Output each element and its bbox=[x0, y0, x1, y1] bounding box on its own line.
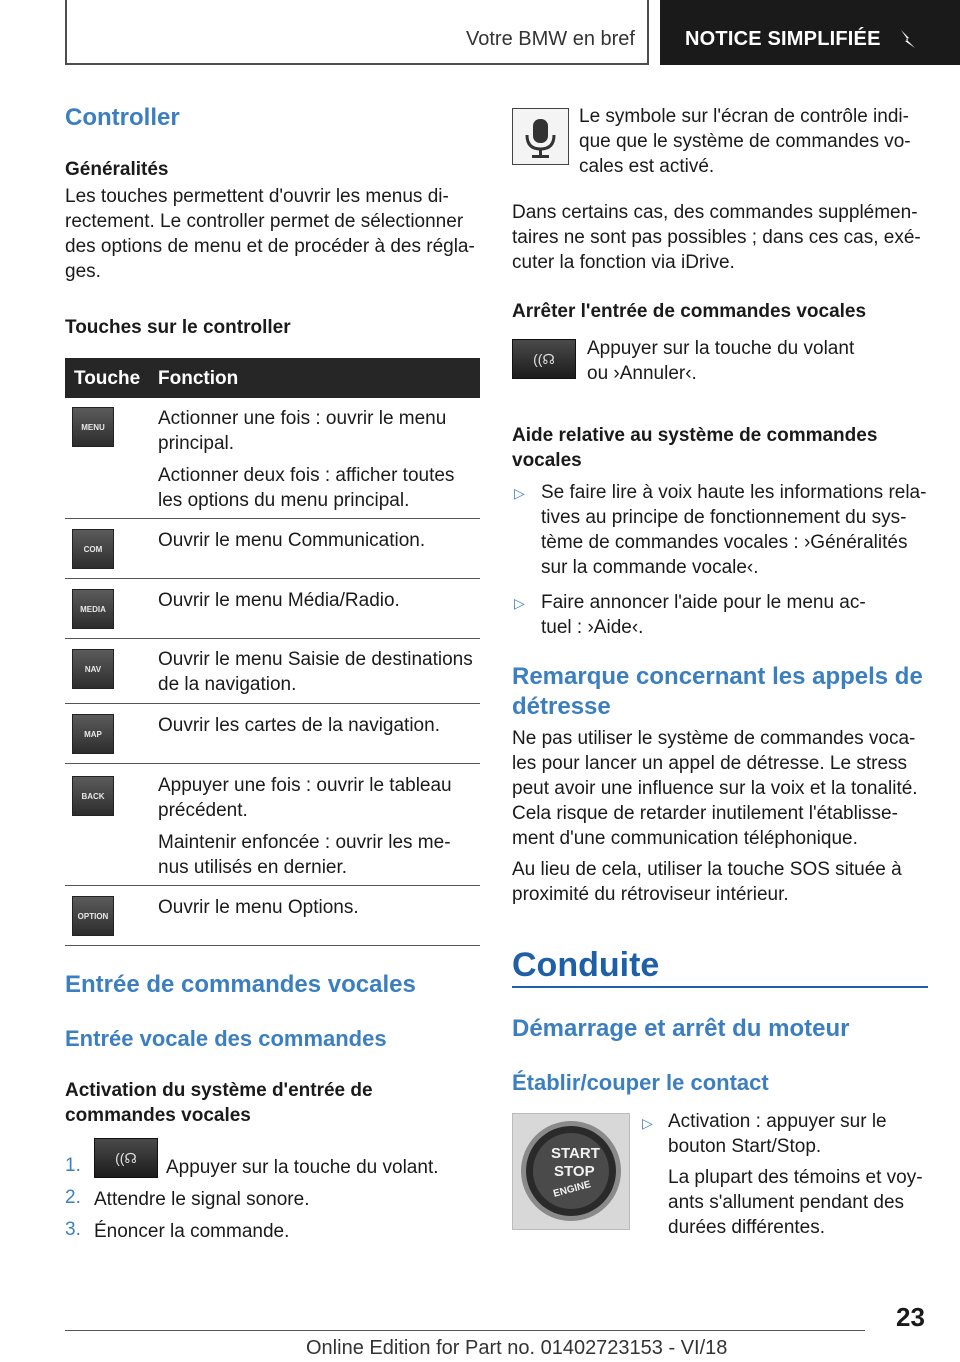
menu-key-icon: MENU bbox=[72, 407, 114, 447]
activation-heading: Activation du système d'entrée de commandes vocales bbox=[65, 1080, 373, 1126]
lightning-icon bbox=[897, 28, 919, 50]
header-rule bbox=[65, 63, 649, 65]
keys-heading: Touches sur le controller bbox=[65, 317, 291, 338]
bullet-triangle-icon: ▷ bbox=[642, 1115, 653, 1131]
voice-command-button-icon: ((☊ bbox=[94, 1138, 158, 1178]
help-heading: Aide relative au système de commandes vocales bbox=[512, 425, 878, 471]
start-label: START bbox=[551, 1145, 600, 1162]
table-header bbox=[65, 358, 480, 398]
stop-heading: Arrêter l'entrée de commandes vocales bbox=[512, 301, 867, 322]
table-row bbox=[65, 764, 480, 886]
ignition-title: Établir/couper le contact bbox=[512, 1070, 769, 1095]
engine-label: ENGINE bbox=[552, 1179, 593, 1200]
table-row bbox=[65, 639, 480, 704]
help-item: Se faire lire à voix haute les informations rela- tives au principe de fonctionnement du sys- tème de commandes vocales : ›Généralités sur la commande vocale‹. bbox=[541, 482, 927, 578]
row-function: Ouvrir le menu Média/Radio. bbox=[158, 590, 400, 611]
voice-subtitle: Entrée vocale des commandes bbox=[65, 1026, 387, 1051]
row-function: Appuyer une fois : ouvrir le tableau précédent. Maintenir enfoncée : ouvrir les me- nus utilisés en dernier. bbox=[158, 775, 452, 878]
help-item: Faire annoncer l'aide pour le menu ac- tuel : ›Aide‹. bbox=[541, 592, 866, 638]
table-row bbox=[65, 398, 480, 519]
media-key-icon: MEDIA bbox=[72, 589, 114, 629]
row-function: Actionner une fois : ouvrir le menu principal. Actionner deux fois : afficher toutes les options du menu principal. bbox=[158, 408, 455, 511]
bullet-triangle-icon: ▷ bbox=[514, 485, 525, 501]
microphone-icon bbox=[512, 108, 569, 165]
table-row bbox=[65, 886, 480, 946]
header-section: Votre BMW en bref bbox=[466, 28, 635, 50]
row-function: Ouvrir le menu Communication. bbox=[158, 530, 426, 551]
voice-title: Entrée de commandes vocales bbox=[65, 971, 416, 998]
com-key-icon: COM bbox=[72, 529, 114, 569]
step-number: 2. bbox=[65, 1187, 81, 1208]
footer-edition: Online Edition for Part no. 01402723153 - VI/18 bbox=[306, 1337, 728, 1359]
table-row bbox=[65, 704, 480, 764]
step-text: Appuyer sur la touche du volant. bbox=[166, 1157, 439, 1178]
emergency-text: Ne pas utiliser le système de commandes voca- les pour lancer un appel de détresse. Le stress peut avoir une influence sur la voix et la tonalité. Cela risque de retarder inutilement l'établisse- ment d'une communication téléphonique. Au lieu de cela, utiliser la touche SOS située à proximité du rétroviseur intérieur. bbox=[512, 728, 918, 905]
step-number: 3. bbox=[65, 1219, 81, 1240]
step-number: 1. bbox=[65, 1155, 81, 1176]
driving-title: Conduite bbox=[512, 946, 660, 984]
nav-key-icon: NAV bbox=[72, 649, 114, 689]
row-function: Ouvrir le menu Options. bbox=[158, 897, 359, 918]
voice-command-button-icon: ((☊ bbox=[512, 339, 576, 379]
step-text: Attendre le signal sonore. bbox=[94, 1189, 310, 1210]
row-function: Ouvrir le menu Saisie de destinations de la navigation. bbox=[158, 649, 473, 695]
col-key-header: Touche bbox=[74, 368, 141, 389]
extra-text: Dans certains cas, des commandes supplémen- taires ne sont pas possibles ; dans ces cas, exé- cuter la fonction via iDrive. bbox=[512, 202, 921, 273]
page-number: 23 bbox=[896, 1302, 925, 1332]
header-divider-left bbox=[65, 0, 67, 65]
driving-title-rule bbox=[512, 986, 928, 988]
back-key-icon: BACK bbox=[72, 776, 114, 816]
emergency-title: Remarque concernant les appels de détresse bbox=[512, 663, 923, 720]
header-divider-right bbox=[647, 0, 649, 65]
stop-label: STOP bbox=[554, 1163, 595, 1180]
engine-title: Démarrage et arrêt du moteur bbox=[512, 1015, 850, 1042]
stop-text: Appuyer sur la touche du volant ou ›Annuler‹. bbox=[587, 338, 855, 384]
ignition-item: Activation : appuyer sur le bouton Start/Stop. La plupart des témoins et voy- ants s'allument pendant des durées différentes. bbox=[668, 1111, 923, 1238]
controller-keys-table bbox=[65, 358, 480, 946]
general-text: Les touches permettent d'ouvrir les menus di- rectement. Le controller permet de sélectionner des options de menu et de procéder à des régla- ges. bbox=[65, 186, 475, 282]
col-function-header: Fonction bbox=[158, 368, 239, 389]
table-row bbox=[65, 579, 480, 639]
bullet-triangle-icon: ▷ bbox=[514, 595, 525, 611]
step-text: Énoncer la commande. bbox=[94, 1221, 290, 1242]
option-key-icon: OPTION bbox=[72, 896, 114, 936]
controller-title: Controller bbox=[65, 104, 180, 131]
start-stop-button-image bbox=[512, 1113, 630, 1230]
general-heading: Généralités bbox=[65, 159, 169, 180]
mic-description: Le symbole sur l'écran de contrôle indi- que que le système de commandes vo- cales est activé. bbox=[579, 106, 911, 177]
row-function: Ouvrir les cartes de la navigation. bbox=[158, 715, 440, 736]
header-chapter: NOTICE SIMPLIFIÉE bbox=[685, 28, 881, 50]
table-row bbox=[65, 519, 480, 579]
map-key-icon: MAP bbox=[72, 714, 114, 754]
footer-rule bbox=[65, 1330, 865, 1331]
